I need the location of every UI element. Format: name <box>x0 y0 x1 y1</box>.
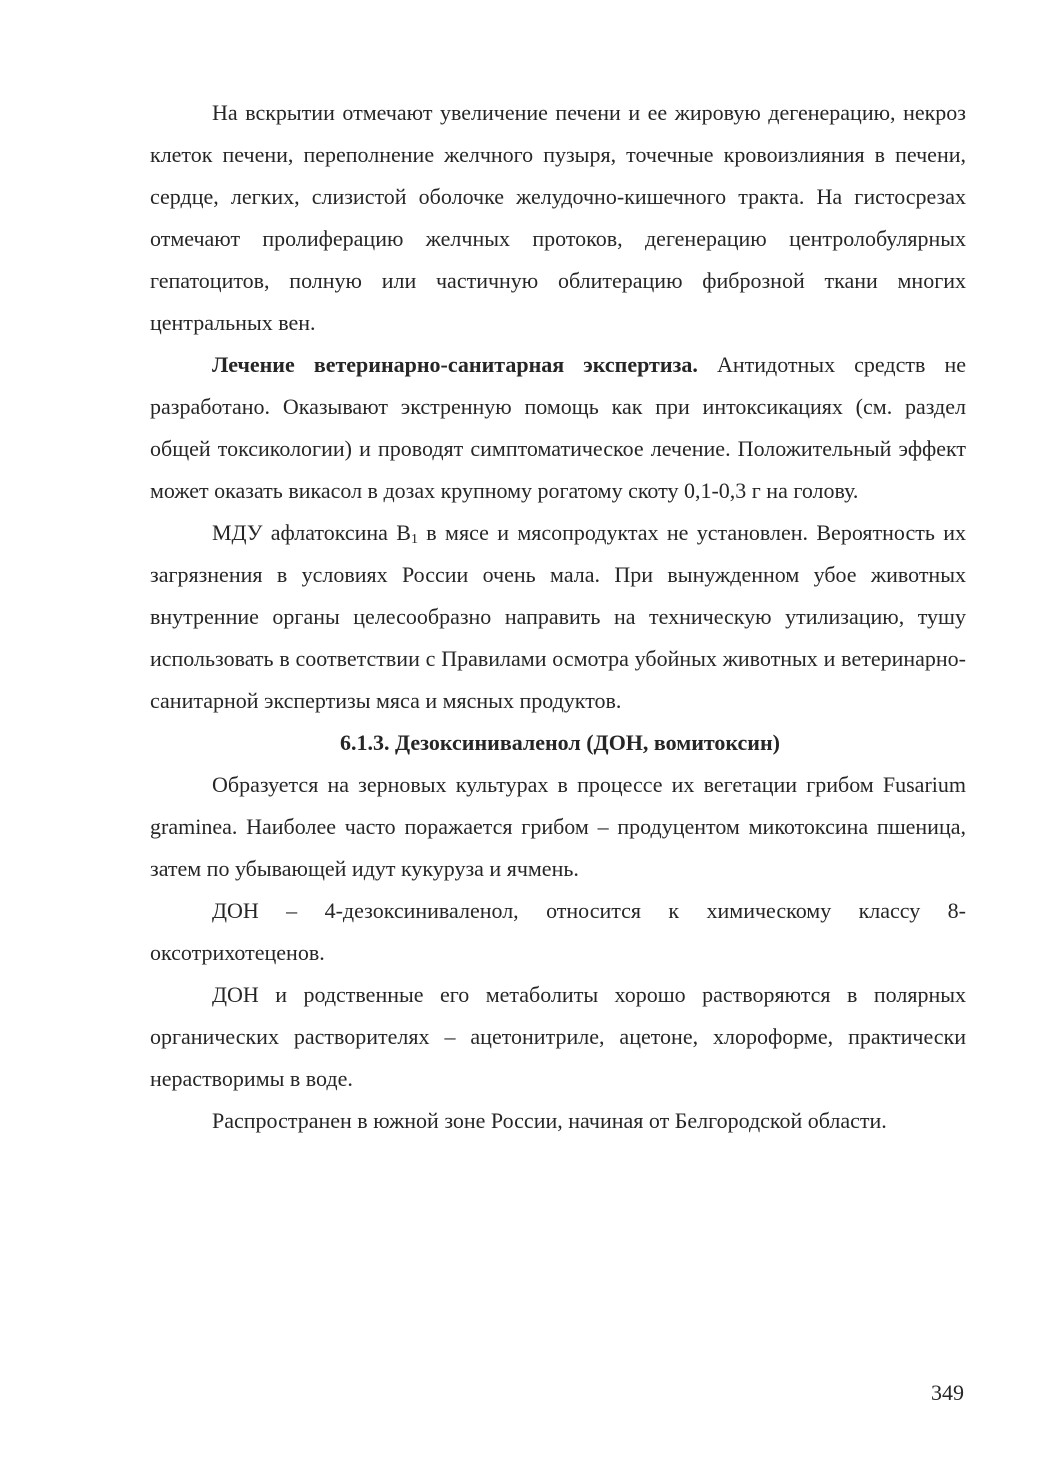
mdu-subscript: 1 <box>410 532 418 547</box>
page-number: 349 <box>931 1380 964 1405</box>
paragraph-treatment <box>150 344 966 512</box>
page-body <box>150 92 966 1142</box>
paragraph-autopsy-findings: На вскрытии отмечают увеличение печени и ее жировую дегенерацию, некроз клеток печени, переполнение желчного пузыря, точечные кровоизлияния в печени, сердце, легких, слизистой оболочке желудочно-кишечного тракта. На гистосрезах отмечают пролиферацию желчных протоков, дегенерацию центролобулярных гепатоцитов, полную или частичную облитерацию фиброзной ткани многих центральных вен. <box>150 100 966 335</box>
paragraph-formation: Образуется на зерновых культурах в процессе их вегетации грибом Fusarium graminea. Наиболее часто поражается грибом – продуцентом микотоксина пшеница, затем по убывающей идут кукуруза и ячмень. <box>150 772 966 881</box>
paragraph-don-definition: ДОН – 4-дезоксиниваленол, относится к химическому классу 8-оксотрихотеценов. <box>150 898 966 965</box>
treatment-heading-inline: Лечение ветеринарно-санитарная экспертиза. <box>212 352 698 377</box>
paragraph-distribution: Распространен в южной зоне России, начиная от Белгородской области. <box>212 1108 887 1133</box>
mdu-text-rest: в мясе и мясопродуктах не установлен. Вероятность их загрязнения в условиях России очень мала. При вынужденном убое животных внутренние органы целесообразно направить на техническую утилизацию, тушу использовать в соответствии с Правилами осмотра убойных животных и ветеринарно-санитарной экспертизы мяса и мясных продуктов. <box>150 520 966 713</box>
section-heading: 6.1.3. Дезоксиниваленол (ДОН, вомитоксин) <box>340 730 780 755</box>
paragraph-solubility: ДОН и родственные его метаболиты хорошо растворяются в полярных органических растворителях – ацетонитриле, ацетоне, хлороформе, практически нерастворимы в воде. <box>150 982 966 1091</box>
treatment-text: Антидотных средств не разработано. Оказывают экстренную помощь как при интоксикациях (см. раздел общей токсикологии) и проводят симптоматическое лечение. Положительный эффект может оказать викасол в дозах крупному рогатому скоту 0,1-0,3 г на голову. <box>150 352 966 503</box>
mdu-text-start: МДУ афлатоксина В <box>212 520 411 545</box>
paragraph-mdu <box>150 512 966 722</box>
